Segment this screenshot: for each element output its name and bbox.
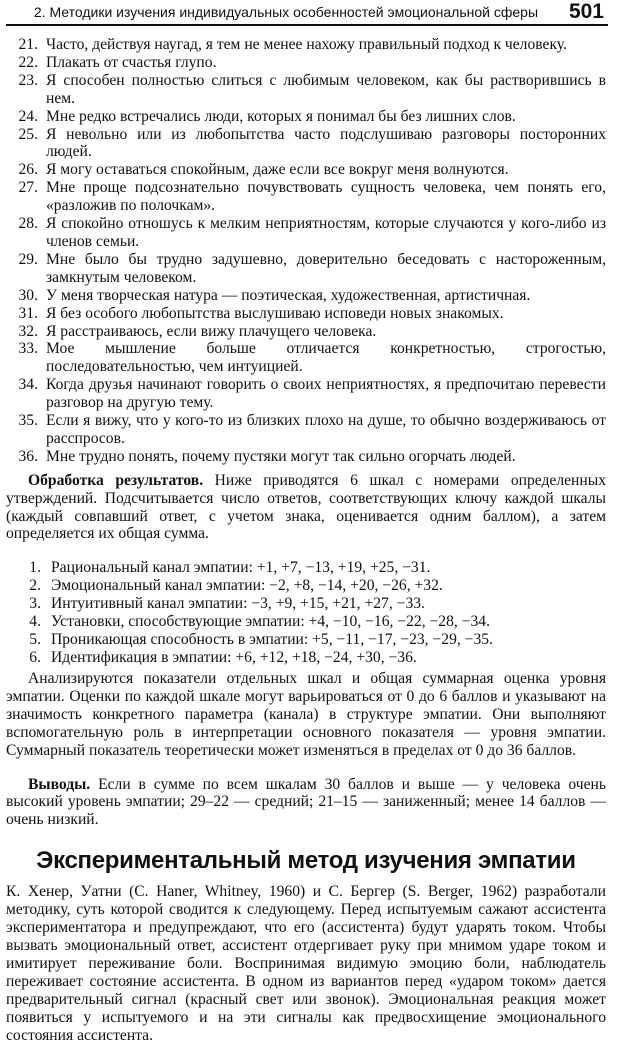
question-item-number: 30. <box>18 286 38 304</box>
question-item-number: 28. <box>18 215 38 233</box>
question-item-number: 35. <box>18 412 38 430</box>
question-item-text: Когда друзья начинают говорить о своих неприятностях, я предпочитаю перевести разговор на другую тему. <box>46 376 606 412</box>
section-heading: Экспериментальный метод изучения эмпатии <box>36 847 576 875</box>
scale-item-text: Идентификация в эмпатии: +6, +12, +18, −24, +30, −36. <box>51 648 417 666</box>
question-list <box>6 36 606 466</box>
question-item-text: Я расстраиваюсь, если вижу плачущего человека. <box>46 322 377 340</box>
page-body <box>6 36 606 1044</box>
question-item-text: Я могу оставаться спокойным, даже если все вокруг меня волнуются. <box>46 161 509 179</box>
question-item-number: 22. <box>18 53 38 71</box>
question-item-text: У меня творческая натура — поэтическая, художественная, артистичная. <box>46 286 531 304</box>
scale-item-number: 5. <box>29 630 41 648</box>
question-item-text: Мне было бы трудно задушевно, доверительно беседовать с настороженным, замкнутым человеком. <box>46 250 606 286</box>
question-item-number: 27. <box>18 179 38 197</box>
conclusions-text: Если в сумме по всем шкалам 30 баллов и выше — у человека очень высокий уровень эмпатии; 29–22 — средний; 21–15 — заниженный; менее 14 баллов — очень низкий. <box>6 775 606 829</box>
question-item-text: Я невольно или из любопытства часто подслушиваю разговоры посторонних людей. <box>46 125 606 161</box>
scale-item <box>6 595 606 613</box>
question-item-text: Мое мышление больше отличается конкретностью, строгостью, последовательностью, чем интуицией. <box>46 340 606 376</box>
page-number: 501 <box>568 0 604 23</box>
question-item <box>6 376 606 412</box>
scale-item-number: 6. <box>29 648 41 666</box>
question-item <box>6 412 606 448</box>
scale-item-text: Проникающая способность в эмпатии: +5, −11, −17, −23, −29, −35. <box>51 630 493 648</box>
question-item <box>6 108 606 126</box>
scale-item-text: Установки, способствующие эмпатии: +4, −10, −16, −22, −28, −34. <box>51 612 490 630</box>
question-item-text: Я без особого любопытства выслушиваю исповеди новых знакомых. <box>46 304 504 322</box>
question-item-text: Часто, действуя наугад, я тем не менее нахожу правильный подход к человеку. <box>46 36 567 53</box>
question-item-text: Плакать от счастья глупо. <box>46 53 217 71</box>
question-item <box>6 72 606 108</box>
question-item <box>6 215 606 251</box>
header-rule <box>6 24 608 26</box>
processing-lead: Обработка результатов. <box>28 471 204 489</box>
scale-item <box>6 649 606 667</box>
running-header-title: 2. Методики изучения индивидуальных особенностей эмоциональной сферы <box>33 4 538 20</box>
question-item <box>6 54 606 72</box>
question-item-text: Мне трудно понять, почему пустяки могут так сильно огорчать людей. <box>46 447 516 465</box>
question-item <box>6 36 606 54</box>
question-item-number: 29. <box>18 250 38 268</box>
analysis-paragraph: Анализируются показатели отдельных шкал и общая суммарная оценка уровня эмпатии. Оценки по каждой шкале могут варьироваться от 0 до 6 баллов и указывают на значимость конкретного параметра (канала) в структуре эмпатии. Они выполняют вспомогательную роль в интерпретации основного показателя — уровня эмпатии. Суммарный показатель теоретически может изменяться в пределах от 0 до 36 баллов. <box>6 670 606 760</box>
question-item <box>6 323 606 341</box>
processing-paragraph <box>6 472 606 544</box>
question-item-number: 26. <box>18 161 38 179</box>
scale-item-text: Рациональный канал эмпатии: +1, +7, −13, +19, +25, −31. <box>51 558 431 576</box>
processing-text: Ниже приводятся 6 шкал с номерами определенных утверждений. Подсчитывается число ответов, соответствующих ключу каждой шкалы (каждый совпавший ответ, с учетом знака, оценивается одним баллом), а затем определяется их общая сумма. <box>6 471 606 543</box>
question-item-text: Я способен полностью слиться с любимым человеком, как бы растворившись в нем. <box>46 71 606 107</box>
question-item-number: 21. <box>18 36 38 53</box>
question-item <box>6 448 606 466</box>
question-item-number: 23. <box>18 71 38 89</box>
conclusions-paragraph <box>6 776 606 830</box>
question-item <box>6 340 606 376</box>
question-item-number: 34. <box>18 376 38 394</box>
question-item <box>6 305 606 323</box>
question-item-number: 25. <box>18 125 38 143</box>
conclusions-lead: Выводы. <box>28 775 91 793</box>
question-item-number: 33. <box>18 340 38 358</box>
question-item <box>6 251 606 287</box>
scale-list <box>6 559 606 666</box>
scale-item-number: 2. <box>29 576 41 594</box>
scale-item-number: 3. <box>29 594 41 612</box>
question-item <box>6 179 606 215</box>
question-item <box>6 287 606 305</box>
question-item <box>6 126 606 162</box>
scale-item-text: Интуитивный канал эмпатии: −3, +9, +15, +21, +27, −33. <box>51 594 425 612</box>
scale-item <box>6 559 606 577</box>
scale-item-number: 1. <box>29 558 41 576</box>
scale-item <box>6 613 606 631</box>
scale-item <box>6 631 606 649</box>
question-item-number: 24. <box>18 107 38 125</box>
question-item-text: Если я вижу, что у кого-то из близких плохо на душе, то обычно воздерживаюсь от расспросов. <box>46 412 606 447</box>
scale-item-number: 4. <box>29 612 41 630</box>
question-item-number: 31. <box>18 304 38 322</box>
section-paragraph: К. Хенер, Уатни (C. Haner, Whitney, 1960) и С. Бергер (S. Berger, 1962) разработали методику, суть которой сводится к следующему. Перед испытуемым сажают ассистента экспериментатора и предупреждают, что его (ассистента) будут ударять током. Чтобы вызвать эмоциональный ответ, ассистент отдергивает руку при мнимом ударе током и имитирует переживание боли. Воспринимая видимую эмоцию боли, наблюдатель переживает состояние ассистента. В одном из вариантов перед «ударом током» дается предварительный сигнал (красный свет или звонок). Эмоциональная реакция может появиться у испытуемого и на эти сигналы как предвосхищение эмоционального состояния ассистента. <box>6 883 606 1044</box>
question-item-number: 36. <box>18 447 38 465</box>
question-item-text: Мне редко встречались люди, которых я понимал бы без лишних слов. <box>46 107 516 125</box>
question-item-text: Я спокойно отношусь к мелким неприятностям, которые случаются у кого-либо из членов семьи. <box>46 215 606 250</box>
question-item <box>6 161 606 179</box>
scale-item <box>6 577 606 595</box>
question-item-text: Мне проще подсознательно почувствовать сущность человека, чем понять его, «разложив по полочкам». <box>46 179 606 215</box>
running-header <box>0 0 620 30</box>
question-item-number: 32. <box>18 322 38 340</box>
scale-item-text: Эмоциональный канал эмпатии: −2, +8, −14, +20, −26, +32. <box>51 576 443 594</box>
